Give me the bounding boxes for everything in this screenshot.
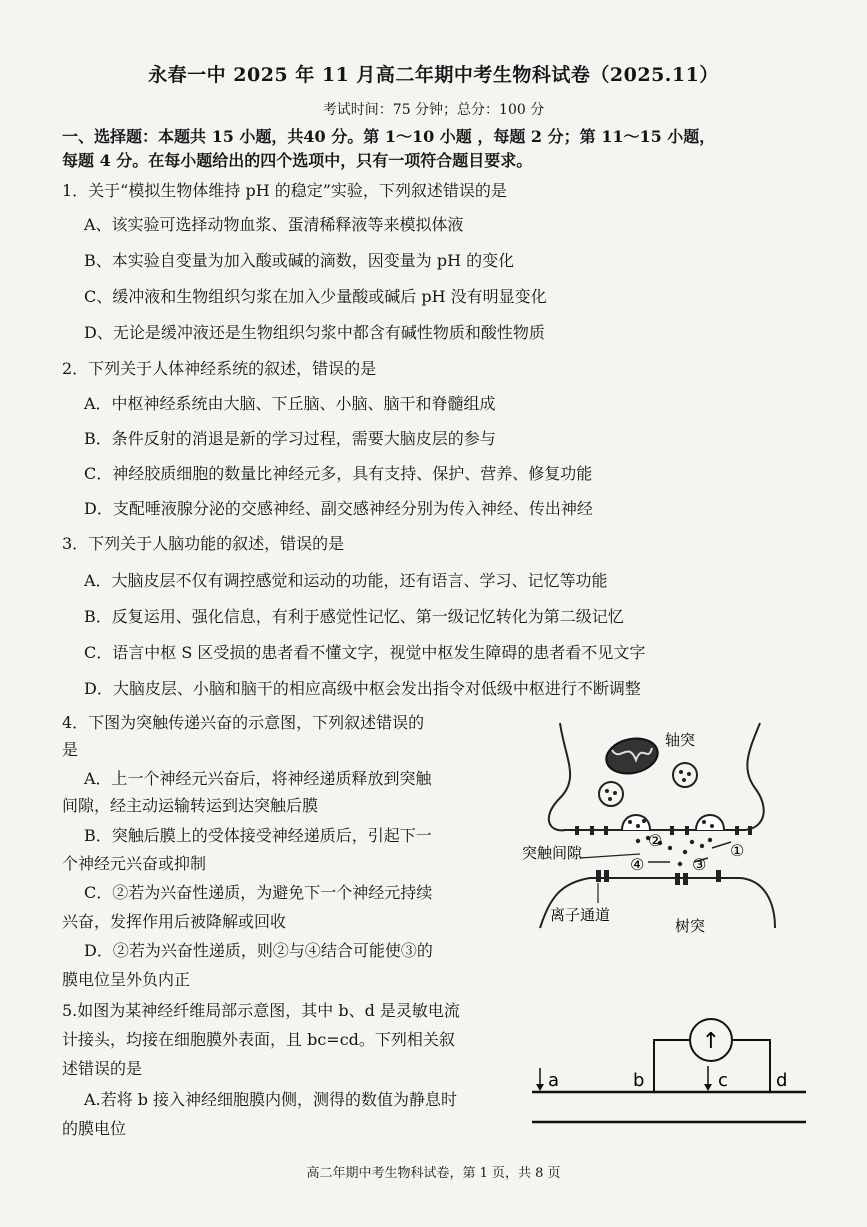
question-4-option-a-cont: 间隙，经主动运输转运到达突触后膜 xyxy=(62,796,319,815)
exam-title: 永春一中 2025 年 11 月高二年期中考生物科试卷（2025.11） xyxy=(148,64,719,86)
point-d-label: d xyxy=(776,1070,788,1091)
question-4-option-c-cont: 兴奋，发挥作用后被降解或回收 xyxy=(62,912,287,931)
point-b-label: b xyxy=(633,1070,645,1091)
mitochondrion-icon xyxy=(603,734,661,778)
dendrite-label: 树突 xyxy=(675,917,706,935)
synaptic-vesicle-icon xyxy=(599,782,623,806)
question-5-option-a: A.若将 b 接入神经细胞膜内侧，测得的数值为静息时 xyxy=(84,1090,458,1109)
section-instructions-line1: 一、选择题：本题共 15 小题，共40 分。第 1～10 小题 ，每题 2 分；第 11～15 小题， xyxy=(62,127,716,146)
question-5-stem-cont2: 述错误的是 xyxy=(62,1059,143,1078)
question-4-option-a: A．上一个神经元兴奋后，将神经递质释放到突触 xyxy=(84,769,432,788)
synaptic-cleft-label: 突触间隙 xyxy=(522,844,583,862)
synaptic-vesicle-icon xyxy=(673,763,697,787)
question-4-option-c: C．②若为兴奋性递质，为避免下一个神经元持续 xyxy=(84,883,433,902)
marker-1: ① xyxy=(730,841,745,860)
section-instructions-line2: 每题 4 分。在每小题给出的四个选项中，只有一项符合题目要求。 xyxy=(62,151,533,170)
question-5-stem: 5.如图为某神经纤维局部示意图，其中 b、d 是灵敏电流 xyxy=(62,1001,460,1020)
question-3-stem: 3．下列关于人脑功能的叙述，错误的是 xyxy=(62,534,345,553)
question-3-option-d: D．大脑皮层、小脑和脑干的相应高级中枢会发出指令对低级中枢进行不断调整 xyxy=(84,679,641,698)
exam-subtitle: 考试时间：75 分钟；总分：100 分 xyxy=(322,102,545,118)
question-3-option-a: A．大脑皮层不仅有调控感觉和运动的功能，还有语言、学习、记忆等功能 xyxy=(84,571,608,590)
question-4-option-b-cont: 个神经元兴奋或抑制 xyxy=(62,854,207,873)
question-5-stem-cont1: 计接头，均接在细胞膜外表面，且 bc=cd。下列相关叙 xyxy=(62,1030,455,1049)
question-2-option-d: D．支配唾液腺分泌的交感神经、副交感神经分别为传入神经、传出神经 xyxy=(84,499,593,518)
marker-3: ③ xyxy=(692,855,707,874)
axon-terminal-outline xyxy=(549,723,764,830)
question-4-option-d-cont: 膜电位呈外负内正 xyxy=(62,970,191,989)
question-2-option-c: C．神经胶质细胞的数量比神经元多，具有支持、保护、营养、修复功能 xyxy=(84,464,593,483)
marker-4: ④ xyxy=(630,855,645,874)
question-5-option-a-cont: 的膜电位 xyxy=(62,1119,127,1138)
question-4-option-b: B．突触后膜上的受体接受神经递质后，引起下一 xyxy=(84,826,432,845)
question-4-stem: 4．下图为突触传递兴奋的示意图，下列叙述错误的 xyxy=(62,713,425,732)
question-2-option-a: A．中枢神经系统由大脑、下丘脑、小脑、脑干和脊髓组成 xyxy=(84,394,496,413)
point-c-label: c xyxy=(718,1070,728,1091)
synapse-diagram xyxy=(520,718,780,948)
axon-label: 轴突 xyxy=(665,731,696,749)
galvanometer-needle: ↑ xyxy=(701,1029,721,1054)
ion-channel-label: 离子通道 xyxy=(550,906,611,924)
question-2-stem: 2．下列关于人体神经系统的叙述，错误的是 xyxy=(62,359,377,378)
question-2-option-b: B．条件反射的消退是新的学习过程，需要大脑皮层的参与 xyxy=(84,429,496,448)
marker-2: ② xyxy=(648,831,663,850)
nerve-fiber-diagram xyxy=(530,1012,810,1127)
galvanometer-icon xyxy=(690,1019,732,1061)
synaptic-vesicle-fusing-icon xyxy=(622,815,650,830)
question-1-stem: 1．关于“模拟生物体维持 pH 的稳定”实验，下列叙述错误的是 xyxy=(62,181,507,200)
question-1-option-c: C、缓冲液和生物组织匀浆在加入少量酸或碱后 pH 没有明显变化 xyxy=(84,287,547,306)
question-3-option-b: B．反复运用、强化信息，有利于感觉性记忆、第一级记忆转化为第二级记忆 xyxy=(84,607,624,626)
point-a-label: a xyxy=(548,1070,560,1091)
question-4-option-d: D．②若为兴奋性递质，则②与④结合可能使③的 xyxy=(84,941,433,960)
question-1-option-a: A、该实验可选择动物血浆、蛋清稀释液等来模拟体液 xyxy=(84,215,464,234)
question-4-stem-cont: 是 xyxy=(62,740,79,759)
question-1-option-b: B、本实验自变量为加入酸或碱的滴数，因变量为 pH 的变化 xyxy=(84,251,515,270)
question-1-option-d: D、无论是缓冲液还是生物组织匀浆中都含有碱性物质和酸性物质 xyxy=(84,323,545,342)
page-footer: 高二年期中考生物科试卷，第 1 页，共 8 页 xyxy=(306,1166,561,1181)
synaptic-vesicle-fusing-icon xyxy=(696,815,724,830)
question-3-option-c: C．语言中枢 S 区受损的患者看不懂文字，视觉中枢发生障碍的患者看不见文字 xyxy=(84,643,646,662)
